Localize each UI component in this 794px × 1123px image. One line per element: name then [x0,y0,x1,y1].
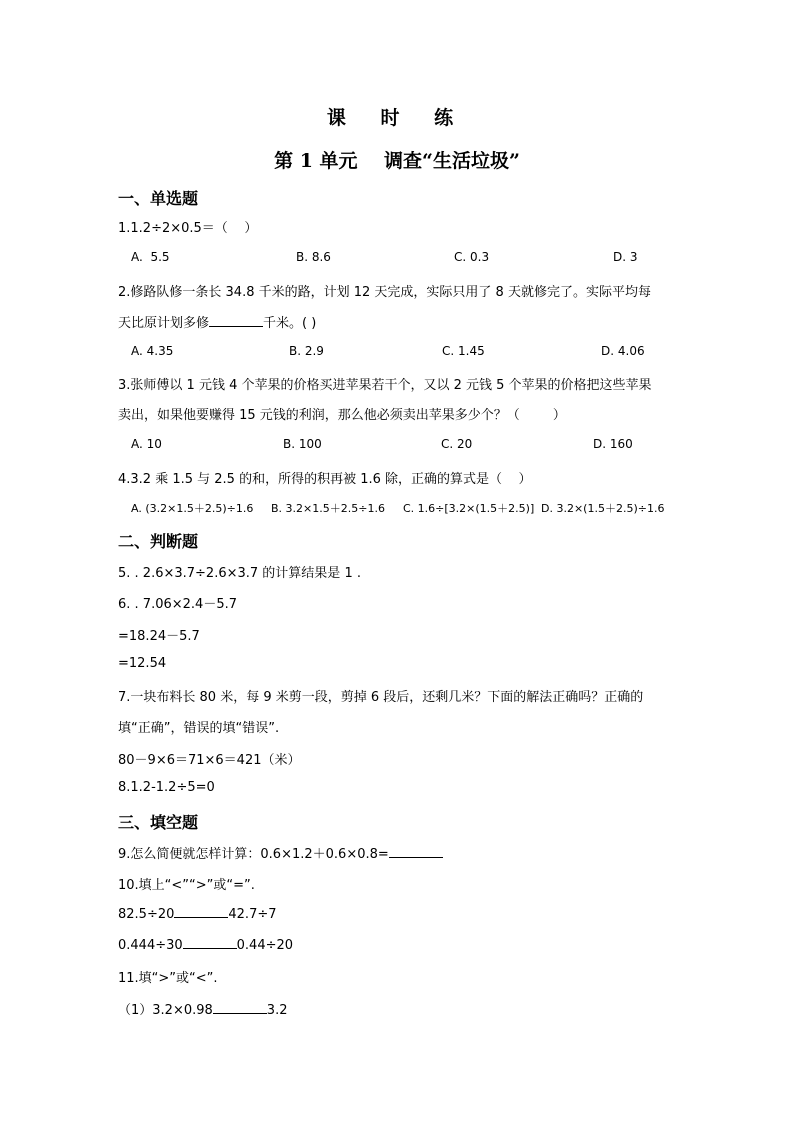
question-6-line-2: =18.24－5.7 [118,629,200,644]
expression-right: 3.2 [266,1003,288,1018]
answer-blank [174,905,228,918]
question-10-item-a [118,905,277,922]
question-7-line-1: 7.一块布料长 80 米，每 9 米剪一段，剪掉 6 段后，还剩几米？下面的解法正确吗？正确的 [118,690,644,705]
question-3-option-c: C. 20 [441,437,473,451]
answer-blank [183,936,237,949]
question-4-option-b: B. 3.2×1.5＋2.5÷1.6 [271,502,385,515]
question-3-option-d: D. 160 [593,437,633,451]
section-heading-true-false: 二、判断题 [118,532,199,551]
question-7-line-3: 80－9×6＝71×6＝421（米） [118,753,301,768]
question-3-option-a: A. 10 [131,437,162,451]
question-3-option-b: B. 100 [283,437,322,451]
question-4-option-a: A. (3.2×1.5＋2.5)÷1.6 [131,502,254,515]
question-2-text-b: 千米。( ) [263,316,317,331]
question-10-item-b [118,936,293,953]
section-heading-fill-in: 三、填空题 [118,813,199,832]
expression-right: 0.44÷20 [236,938,294,953]
question-3-line-2: 卖出，如果他要赚得 15 元钱的利润，那么他必须卖出苹果多少个？（ ） [118,408,566,423]
question-2-line-2 [118,312,316,331]
question-5-stem: 5. . 2.6×3.7÷2.6×3.7 的计算结果是 1 . [118,566,361,581]
question-1-option-b: B. 8.6 [296,250,331,264]
question-4-stem: 4.3.2 乘 1.5 与 2.5 的和，所得的积再被 1.6 除，正确的算式是（ ） [118,472,532,487]
question-11-stem: 11.填“>”或“<”. [118,971,218,986]
question-2-option-b: B. 2.9 [289,344,324,358]
question-9-stem [118,843,443,862]
question-10-stem: 10.填上“<”“>”或“=”. [118,878,255,893]
question-2-line-1: 2.修路队修一条长 34.8 千米的路，计划 12 天完成，实际只用了 8 天就修完了。实际平均每 [118,285,651,300]
question-1-option-d: D. 3 [613,250,638,264]
question-6-line-3: =12.54 [118,656,167,671]
question-3-line-1: 3.张师傅以 1 元钱 4 个苹果的价格买进苹果若干个，又以 2 元钱 5 个苹果的价格把这些苹果 [118,378,652,393]
expression-left: 0.444÷30 [118,938,183,953]
question-4-option-c: C. 1.6÷[3.2×(1.5＋2.5)] [403,502,535,515]
answer-blank [209,314,263,327]
question-8-stem: 8.1.2-1.2÷5=0 [118,780,215,795]
unit-subtitle: 第 1 单元 调查“生活垃圾” [274,150,520,172]
question-11-item-a [118,999,287,1018]
page-title: 课 时 练 [326,107,468,129]
question-2-option-c: C. 1.45 [442,344,485,358]
question-4-option-d: D. 3.2×(1.5＋2.5)÷1.6 [541,502,665,515]
question-2-option-d: D. 4.06 [601,344,645,358]
question-1-stem: 1.1.2÷2×0.5＝（ ） [118,221,258,236]
question-2-text-a: 天比原计划多修 [118,316,210,331]
question-1-option-c: C. 0.3 [454,250,490,264]
answer-blank [389,845,443,858]
question-9-text: 9.怎么简便就怎样计算：0.6×1.2＋0.6×0.8= [118,847,389,862]
expression-left: （1）3.2×0.98 [118,1003,213,1018]
answer-blank [213,1001,267,1014]
question-7-line-2: 填“正确”，错误的填“错误”. [118,721,280,736]
expression-right: 42.7÷7 [228,907,277,922]
question-6-line-1: 6. . 7.06×2.4－5.7 [118,597,237,612]
section-heading-single-choice: 一、单选题 [118,189,199,208]
question-1-option-a: A. 5.5 [131,250,170,264]
expression-left: 82.5÷20 [118,907,175,922]
question-2-option-a: A. 4.35 [131,344,174,358]
